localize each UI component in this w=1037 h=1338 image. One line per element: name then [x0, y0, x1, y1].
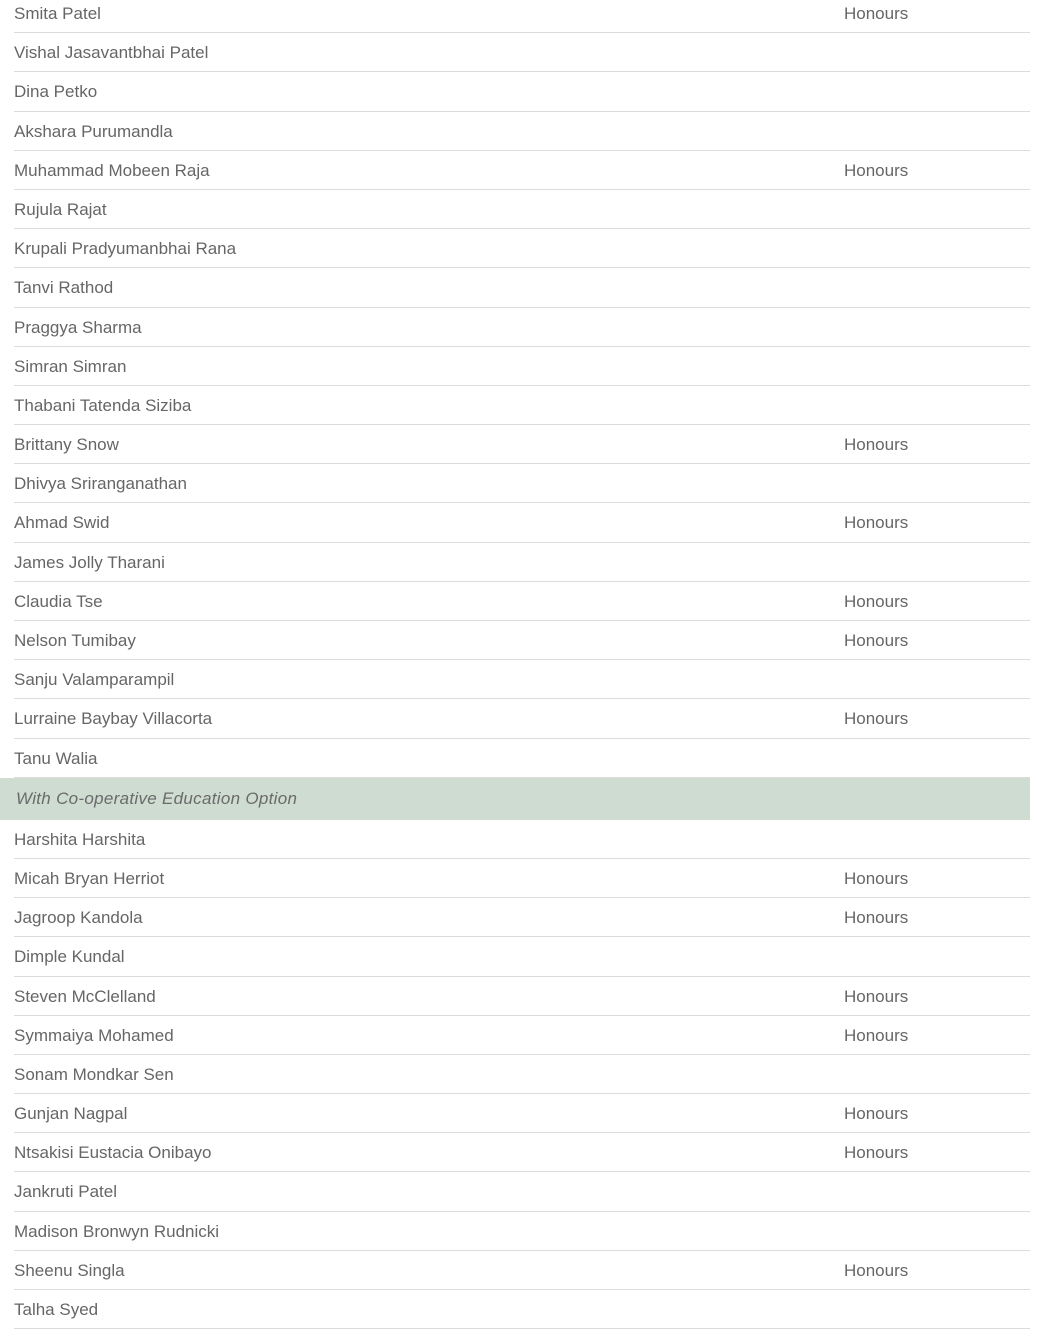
distinction-label: Honours — [844, 4, 909, 23]
distinction-label: Honours — [844, 709, 909, 729]
graduate-name: Sheenu Singla — [14, 1260, 125, 1280]
graduate-name: Gunjan Nagpal — [14, 1104, 128, 1124]
graduate-name: Dimple Kundal — [14, 947, 125, 967]
graduate-name: James Jolly Tharani — [14, 552, 165, 572]
graduate-row — [14, 977, 1030, 1016]
graduate-row — [14, 1172, 1030, 1211]
graduate-row — [14, 621, 1030, 660]
distinction-label: Honours — [844, 1143, 909, 1163]
distinction-label: Honours — [844, 631, 909, 650]
graduate-row — [14, 308, 1030, 347]
graduate-row — [14, 268, 1030, 307]
section-heading: With Co-operative Education Option — [0, 778, 1030, 820]
graduate-row — [14, 112, 1030, 151]
graduate-row — [14, 739, 1030, 778]
graduate-row — [14, 898, 1030, 937]
distinction-label: Honours — [844, 908, 909, 928]
graduate-row — [14, 1251, 1030, 1290]
graduate-row — [14, 229, 1030, 268]
graduate-name: Rujula Rajat — [14, 199, 107, 219]
graduate-name: Lurraine Baybay Villacorta — [14, 709, 213, 729]
graduate-row — [14, 464, 1030, 503]
distinction-label: Honours — [844, 591, 909, 611]
graduate-name: Ahmad Swid — [14, 513, 110, 533]
graduate-row — [14, 1094, 1030, 1133]
graduate-name: Brittany Snow — [14, 435, 119, 455]
graduate-row — [14, 1133, 1030, 1172]
graduate-row — [14, 699, 1030, 738]
graduate-name: Smita Patel — [14, 4, 101, 23]
graduate-row — [14, 820, 1030, 859]
graduate-row — [14, 543, 1030, 582]
graduate-name: Ntsakisi Eustacia Onibayo — [14, 1143, 212, 1163]
graduate-row — [14, 386, 1030, 425]
graduate-name: Akshara Purumandla — [14, 121, 173, 141]
distinction-label: Honours — [844, 868, 909, 888]
distinction-label: Honours — [844, 513, 909, 533]
graduate-row — [14, 72, 1030, 111]
graduate-name: Dina Petko — [14, 82, 98, 102]
graduate-name: Jankruti Patel — [14, 1182, 117, 1202]
graduate-row — [14, 937, 1030, 976]
graduate-name: Sonam Mondkar Sen — [14, 1064, 174, 1084]
graduate-name: Praggya Sharma — [14, 317, 142, 337]
graduate-name: Talha Syed — [14, 1300, 99, 1319]
graduate-name: Krupali Pradyumanbhai Rana — [14, 239, 237, 259]
distinction-label: Honours — [844, 160, 909, 180]
graduate-name: Madison Bronwyn Rudnicki — [14, 1221, 220, 1241]
graduate-name: Nelson Tumibay — [14, 631, 136, 650]
distinction-label: Honours — [844, 1025, 909, 1045]
graduate-name: Simran Simran — [14, 356, 127, 376]
graduate-row — [14, 151, 1030, 190]
graduate-name: Steven McClelland — [14, 986, 156, 1006]
graduate-row — [14, 660, 1030, 699]
graduate-row — [14, 1212, 1030, 1251]
graduate-row — [14, 190, 1030, 229]
graduate-name: Thabani Tatenda Siziba — [14, 395, 192, 415]
distinction-label: Honours — [844, 1104, 909, 1124]
graduate-name: Vishal Jasavantbhai Patel — [14, 43, 209, 63]
graduate-name: Tanvi Rathod — [14, 278, 114, 298]
graduate-row — [14, 1055, 1030, 1094]
graduate-row — [14, 503, 1030, 542]
graduate-name: Claudia Tse — [14, 591, 103, 611]
graduate-name: Dhivya Sriranganathan — [14, 474, 187, 494]
distinction-label: Honours — [844, 1260, 909, 1280]
graduate-row — [14, 1016, 1030, 1055]
graduate-row — [14, 347, 1030, 386]
graduate-name: Harshita Harshita — [14, 829, 146, 849]
graduate-row — [14, 33, 1030, 72]
graduate-row — [14, 425, 1030, 464]
graduate-name: Sanju Valamparampil — [14, 670, 175, 690]
distinction-label: Honours — [844, 435, 909, 455]
graduate-name: Micah Bryan Herriot — [14, 868, 165, 888]
graduate-name: Symmaiya Mohamed — [14, 1025, 174, 1045]
graduate-row — [14, 859, 1030, 898]
graduate-name: Jagroop Kandola — [14, 908, 143, 928]
graduate-row — [14, 0, 1030, 33]
distinction-label: Honours — [844, 986, 909, 1006]
graduate-name: Tanu Walia — [14, 748, 98, 768]
graduate-name: Muhammad Mobeen Raja — [14, 160, 210, 180]
graduate-row — [14, 582, 1030, 621]
graduate-row — [14, 1290, 1030, 1329]
